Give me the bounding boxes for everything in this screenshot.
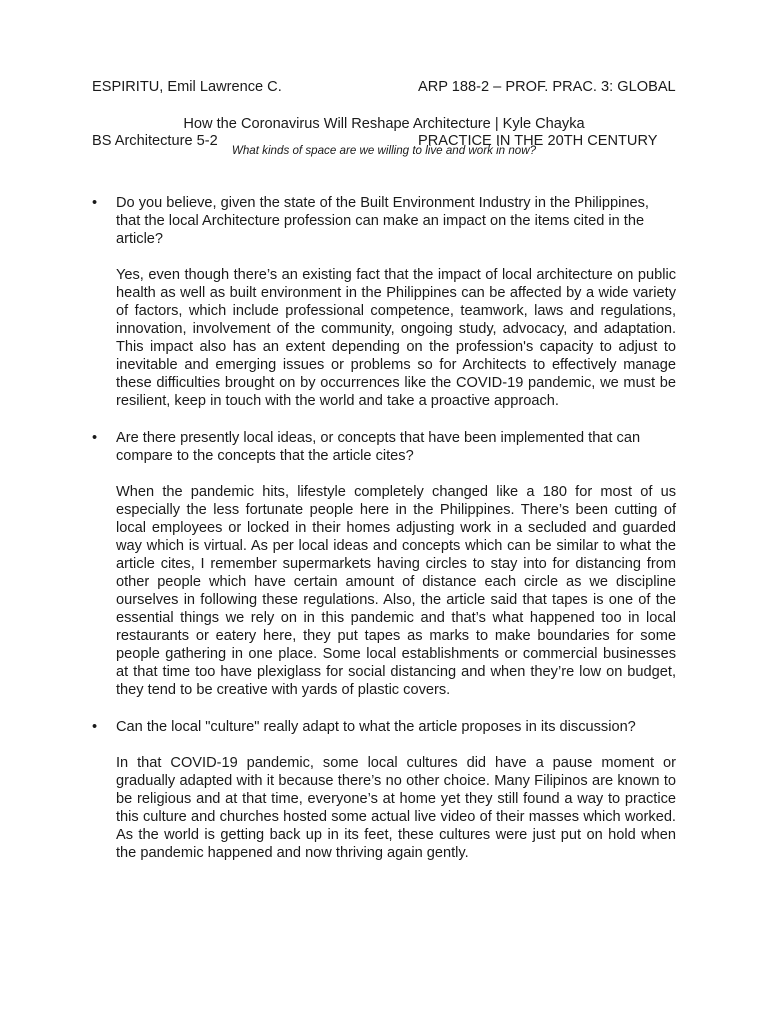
question-text: Do you believe, given the state of the Built Environment Industry in the Philippines, that the local Architecture profession can make an impact on the items cited in the article? (116, 195, 649, 247)
course-block (418, 42, 676, 186)
bullet-icon: • (92, 430, 98, 446)
course-line-2: PRACTICE IN THE 20TH CENTURY (418, 133, 658, 149)
author-block (92, 42, 282, 186)
question-text: Are there presently local ideas, or concepts that have been implemented that can compare to the concepts that the article cites? (116, 430, 641, 464)
question-text: Can the local "culture" really adapt to what the article proposes in its discussion? (116, 719, 636, 735)
bullet-icon: • (92, 195, 98, 211)
document-title: How the Coronavirus Will Reshape Architecture | Kyle Chayka (183, 116, 585, 132)
author-program: BS Architecture 5-2 (92, 133, 218, 149)
qa-list (92, 194, 676, 881)
author-name: ESPIRITU, Emil Lawrence C. (92, 79, 282, 95)
answer-text: Yes, even though there’s an existing fact that the impact of local architecture on public health as well as built environment in the Philippines can be affected by a wide variety of factors, which include professional competence, teamwork, laws and regulations, innovation, involvement of the community, ongoing study, advocacy, and adaptation. This impact also has an extent depending on the profession's capacity to adjust to inevitable and emerging issues or problems so for Architects to effectively manage these difficulties brought on by occurrences like the COVID-19 pandemic, we must be resilient, keep in touch with the world and take a proactive approach. (116, 267, 676, 409)
qa-item (92, 429, 676, 699)
answer-text: In that COVID-19 pandemic, some local cultures did have a pause moment or gradually adapted with it because there’s no other choice. Many Filipinos are known to be religious and at that time, everyone’s at home yet they still found a way to practice this culture and churches hosted some actual live video of their masses which worked. As the world is getting back up in its feet, these cultures were just put on hold when the pandemic happened and now thriving again gently. (116, 755, 676, 861)
answer-text: When the pandemic hits, lifestyle completely changed like a 180 for most of us especially the less fortunate people here in the Philippines. There’s been cutting of local employees or locked in their homes adjusting work in a secluded and guarded way which is virtual. As per local ideas and concepts which can be similar to what the article cites, I remember supermarkets having circles to stay into for distancing from other people which have certain amount of distance each circle as we discipline ourselves in following these regulations. Also, the article said that tapes is one of the essential things we rely on in this pandemic and that’s what happened too in local restaurants or eatery here, they put tapes as marks to make boundaries for some people gathering in one place. Some local establishments or commercial businesses at that time too have plexiglass for social distancing and when they’re low on budget, they tend to be creative with yards of plastic covers. (116, 484, 676, 698)
document-subtitle: What kinds of space are we willing to live and work in now? (231, 144, 537, 157)
bullet-icon: • (92, 719, 98, 735)
course-line-1: ARP 188-2 – PROF. PRAC. 3: GLOBAL (418, 79, 676, 95)
qa-item (92, 194, 676, 410)
qa-item (92, 718, 676, 862)
